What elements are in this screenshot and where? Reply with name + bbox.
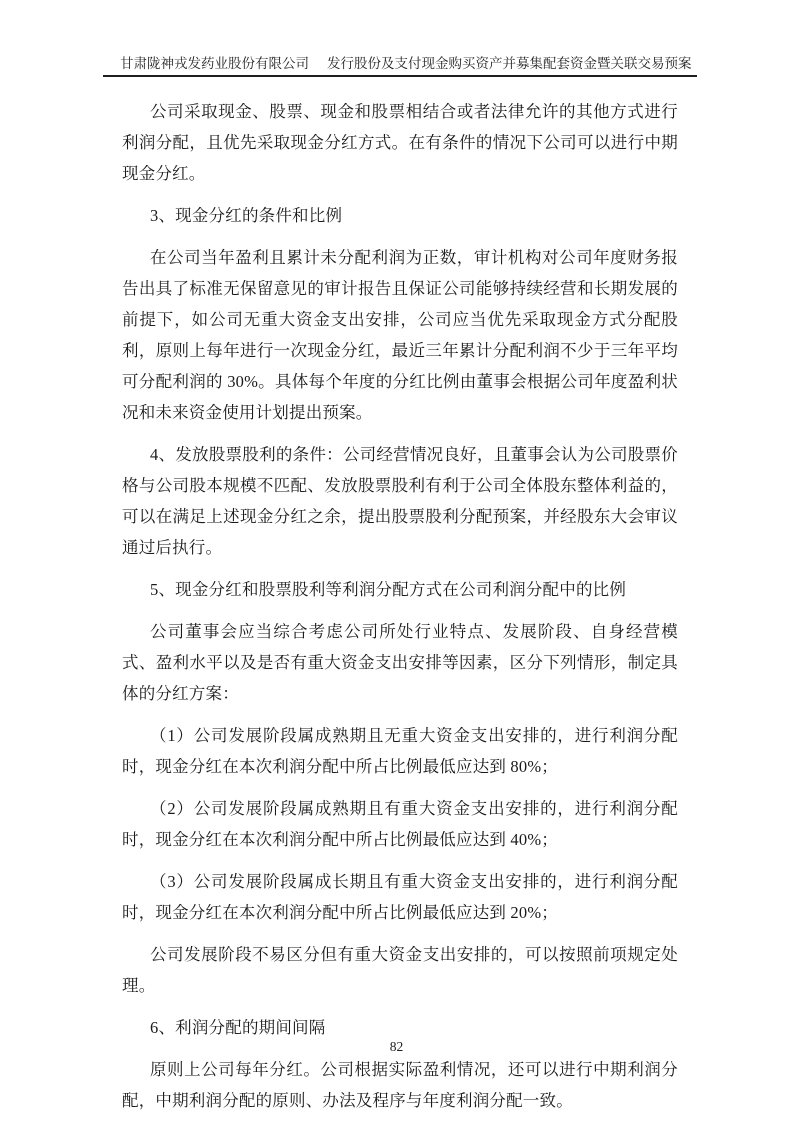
header-document-title: 发行股份及支付现金购买资产并募集配套资金暨关联交易预案: [327, 56, 692, 71]
heading-section-6: 6、利润分配的期间间隔: [150, 1018, 326, 1037]
paragraph-item-2: （2）公司发展阶段属成熟期且有重大资金支出安排的，进行利润分配时，现金分红在本次利润分配中所占比例最低应达到 40%；: [122, 799, 678, 849]
paragraph-item-1: （1）公司发展阶段属成熟期且无重大资金支出安排的，进行利润分配时，现金分红在本次利润分配中所占比例最低应达到 80%；: [122, 726, 678, 776]
paragraph-dividend-methods: 公司采取现金、股票、现金和股票相结合或者法律允许的其他方式进行利润分配，且优先采取现金分红方式。在有条件的情况下公司可以进行中期现金分红。: [122, 102, 678, 183]
header-company-name: 甘肃陇神戎发药业股份有限公司: [120, 56, 309, 71]
paragraph-board-considerations: 公司董事会应当综合考虑公司所处行业特点、发展阶段、自身经营模式、盈利水平以及是否有重大资金支出安排等因素，区分下列情形，制定具体的分红方案：: [122, 622, 678, 703]
paragraph-cash-dividend-conditions: 在公司当年盈利且累计未分配利润为正数，审计机构对公司年度财务报告出具了标准无保留意见的审计报告且保证公司能够持续经营和长期发展的前提下，如公司无重大资金支出安排，公司应当优先采取现金方式分配股利，原则上每年进行一次现金分红，最近三年累计分配利润不少于三年平均可分配利润的 30%。具体每个年度的分红比例由董事会根据公司年度盈利状况和未来资金使用计划提出预案。: [122, 248, 678, 422]
heading-section-5: 5、现金分红和股票股利等利润分配方式在公司利润分配中的比例: [150, 580, 627, 599]
heading-section-3: 3、现金分红的条件和比例: [150, 206, 343, 225]
page-number: 82: [389, 1039, 404, 1054]
paragraph-item-3: （3）公司发展阶段属成长期且有重大资金支出安排的，进行利润分配时，现金分红在本次利润分配中所占比例最低应达到 20%；: [122, 872, 678, 922]
paragraph-distribution-interval: 原则上公司每年分红。公司根据实际盈利情况，还可以进行中期利润分配，中期利润分配的原则、办法及程序与年度利润分配一致。: [122, 1060, 678, 1110]
paragraph-stock-dividend-conditions: 4、发放股票股利的条件：公司经营情况良好，且董事会认为公司股票价格与公司股本规模不匹配、发放股票股利有利于公司全体股东整体利益的，可以在满足上述现金分红之余，提出股票股利分配预案，并经股东大会审议通过后执行。: [122, 445, 678, 557]
page-header: [103, 56, 697, 77]
content-area: [122, 96, 678, 1116]
page-header-underline: [103, 56, 697, 77]
paragraph-stage-unclear: 公司发展阶段不易区分但有重大资金支出安排的，可以按照前项规定处理。: [122, 945, 678, 995]
